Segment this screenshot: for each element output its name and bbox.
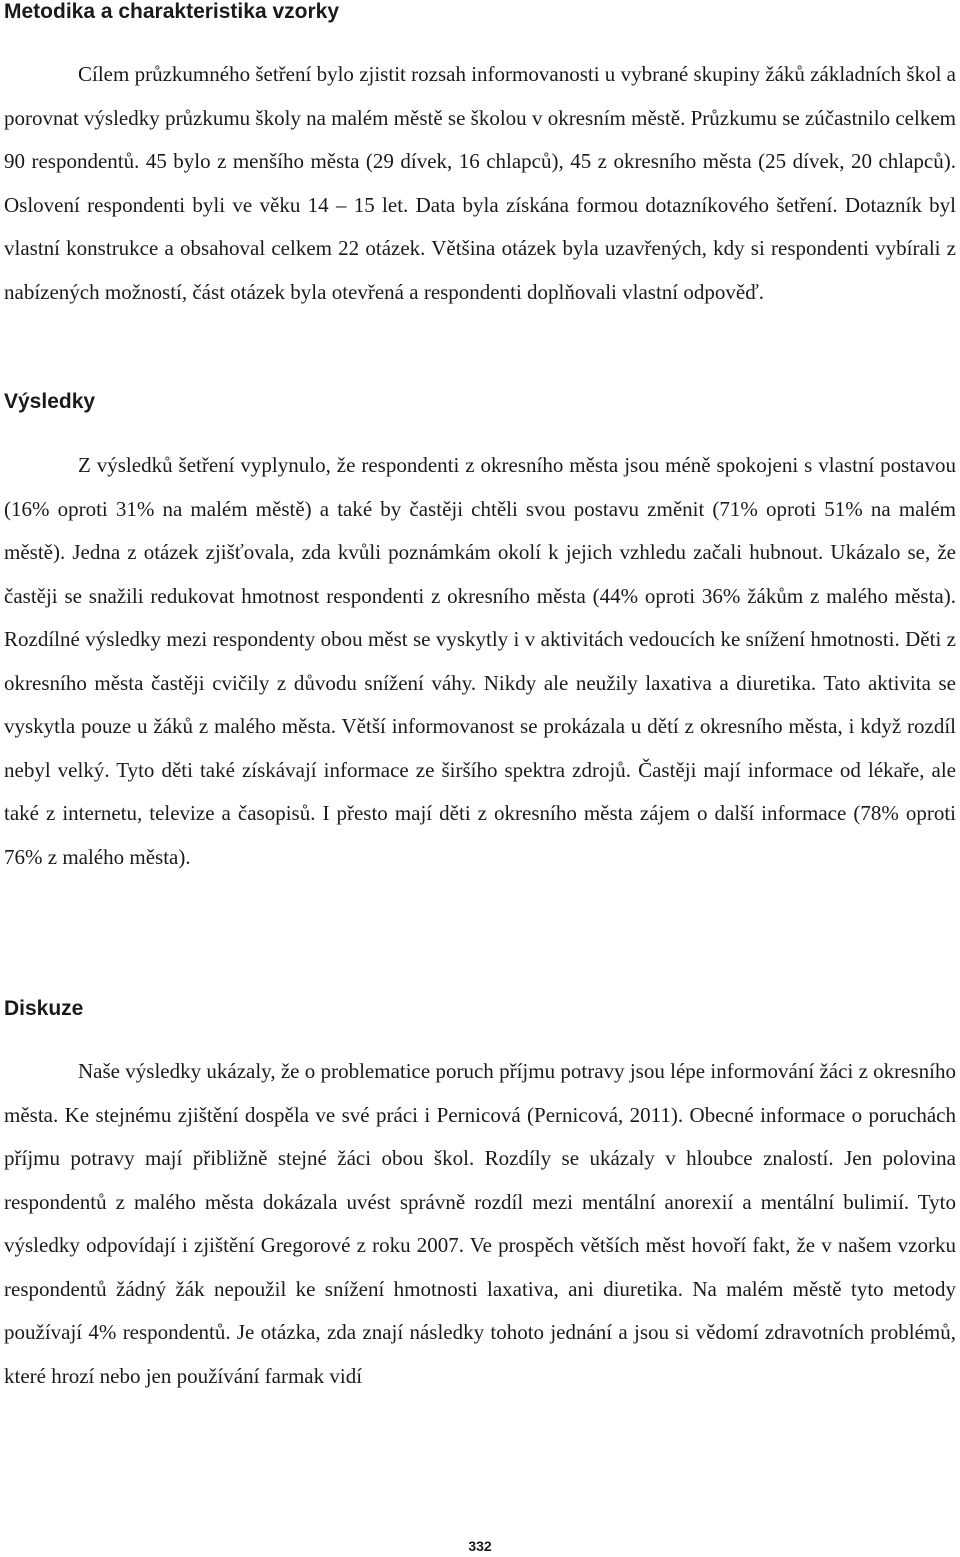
section-heading-results: Výsledky — [4, 390, 96, 413]
section-heading-discussion: Diskuze — [4, 997, 84, 1020]
section-heading-methodology: Metodika a charakteristika vzorky — [4, 0, 339, 23]
paragraph-discussion: Naše výsledky ukázaly, že o problematice poruch příjmu potravy jsou lépe informování žáci z okresního města. Ke stejnému zjištění dospěla ve své práci i Pernicová (Pernicová, 2011). Obecné informace o poruchách příjmu potravy mají přibližně stejné žáci obou škol. Rozdíly se ukázaly v hloubce znalostí. Jen polovina respondentů z malého města dokázala uvést správně rozdíl mezi mentální anorexií a mentální bulimií. Tyto výsledky odpovídají i zjištění Gregorové z roku 2007. Ve prospěch větších měst hovoří fakt, že v našem vzorku respondentů žádný žák nepoužil ke snížení hmotnosti laxativa, ani diuretika. Na malém městě tyto metody používají 4% respondentů. Je otázka, zda znají následky tohoto jednání a jsou si vědomí zdravotních problémů, které hrozí nebo jen používání farmak vidí — [4, 1059, 956, 1388]
page-number: 332 — [468, 1538, 492, 1554]
paragraph-methodology: Cílem průzkumného šetření bylo zjistit rozsah informovanosti u vybrané skupiny žáků základních škol a porovnat výsledky průzkumu školy na malém městě se školou v okresním městě. Průzkumu se zúčastnilo celkem 90 respondentů. 45 bylo z menšího města (29 dívek, 16 chlapců), 45 z okresního města (25 dívek, 20 chlapců). Oslovení respondenti byli ve věku 14 – 15 let. Data byla získána formou dotazníkového šetření. Dotazník byl vlastní konstrukce a obsahoval celkem 22 otázek. Většina otázek byla uzavřených, kdy si respondenti vybírali z nabízených možností, část otázek byla otevřená a respondenti doplňovali vlastní odpověď. — [4, 62, 956, 304]
paragraph-results: Z výsledků šetření vyplynulo, že respondenti z okresního města jsou méně spokojeni s vlastní postavou (16% oproti 31% na malém městě) a také by častěji chtěli svou postavu změnit (71% oproti 51% na malém městě). Jedna z otázek zjišťovala, zda kvůli poznámkám okolí k jejich vzhledu začali hubnout. Ukázalo se, že častěji se snažili redukovat hmotnost respondenti z okresního města (44% oproti 36% žákům z malého města). Rozdílné výsledky mezi respondenty obou měst se vyskytly i v aktivitách vedoucích ke snížení hmotnosti. Děti z okresního města častěji cvičily z důvodu snížení váhy. Nikdy ale neužily laxativa a diuretika. Tato aktivita se vyskytla pouze u žáků z malého města. Větší informovanost se prokázala u dětí z okresního města, i když rozdíl nebyl velký. Tyto děti také získávají informace ze širšího spektra zdrojů. Častěji mají informace od lékaře, ale také z internetu, televize a časopisů. I přesto mají děti z okresního města zájem o další informace (78% oproti 76% z malého města). — [4, 453, 956, 869]
